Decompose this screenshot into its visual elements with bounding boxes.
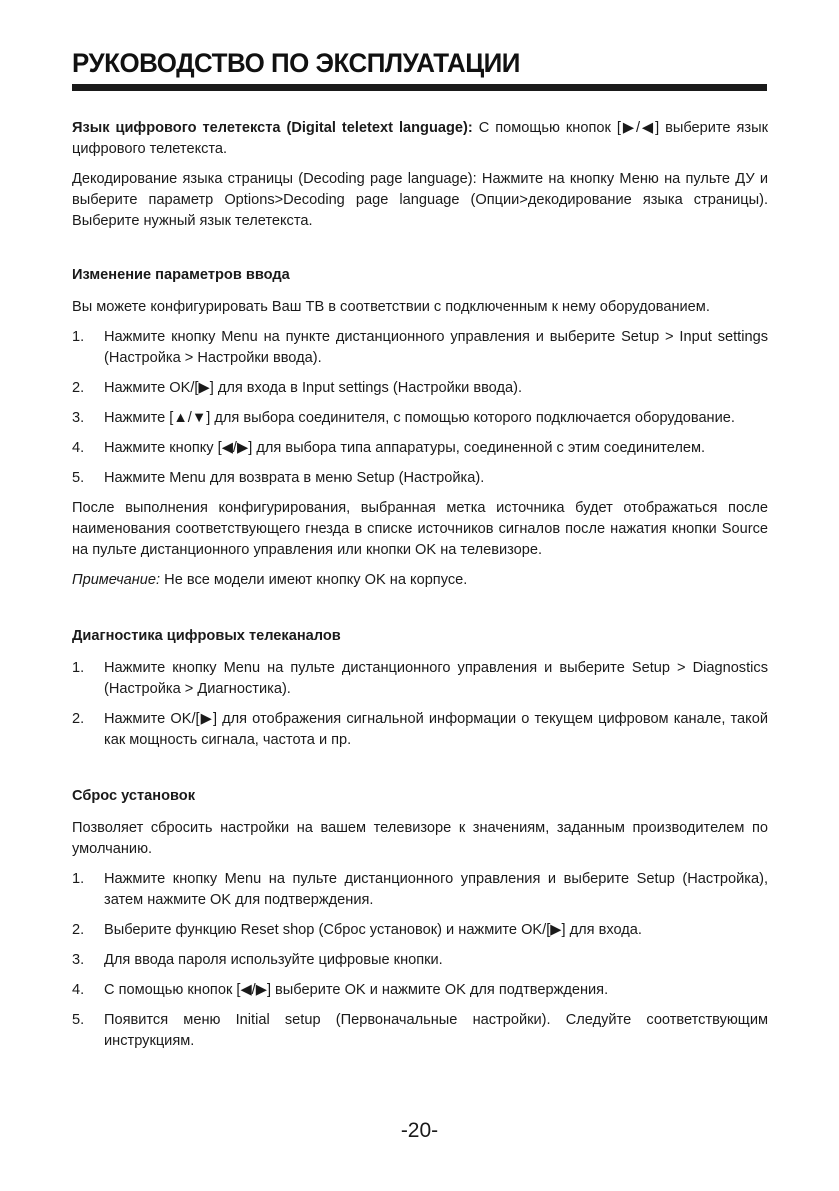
- input-settings-after: После выполнения конфигурирования, выбранная метка источника будет отображаться после наименования соответствующего гнезда в списке источников сигналов после нажатия кнопки Source на пульте дистанционного управления или кнопки OK на телевизоре.: [72, 500, 768, 558]
- reset-steps: [72, 869, 768, 1052]
- step-number: 3.: [72, 410, 85, 426]
- step-number: 5.: [72, 470, 85, 486]
- title-rule: [72, 84, 767, 91]
- reset-intro: Позволяет сбросить настройки на вашем телевизоре к значениям, заданным производителем по умолчанию.: [72, 820, 768, 857]
- step-text: Появится меню Initial setup (Первоначальные настройки). Следуйте соответствующим инструкциям.: [104, 1012, 768, 1049]
- section-heading-reset: Сброс установок: [72, 788, 196, 804]
- section-heading-diagnostics: Диагностика цифровых телеканалов: [72, 628, 341, 644]
- step-number: 1.: [72, 871, 85, 887]
- step-text: Выберите функцию Reset shop (Сброс установок) и нажмите OK/[▶] для входа.: [104, 922, 642, 938]
- step-text: С помощью кнопок [◀/▶] выберите OK и нажмите OK для подтверждения.: [104, 982, 609, 998]
- teletext-text: С помощью кнопок [▶/◀] выберите язык цифрового телетекста.: [72, 120, 768, 157]
- decoding-paragraph: Декодирование языка страницы (Decoding page language): Нажмите на кнопку Меню на пульте ДУ и выберите параметр Options>Decoding page language (Опции>декодирование языка страницы). Выберите нужный язык телетекста.: [72, 171, 768, 229]
- list-item: [72, 468, 768, 489]
- step-number: 2.: [72, 922, 85, 938]
- note-text: Не все модели имеют кнопку OK на корпусе.: [160, 572, 468, 588]
- note-label: Примечание:: [72, 572, 161, 588]
- step-text: Нажмите кнопку Menu на пульте дистанционного управления и выберите Setup > Diagnostics (Настройка > Диагностика).: [104, 660, 768, 697]
- list-item: [72, 438, 768, 459]
- step-text: Нажмите кнопку Menu на пульте дистанционного управления и выберите Setup (Настройка), затем нажмите OK для подтверждения.: [104, 871, 768, 908]
- step-number: 2.: [72, 380, 85, 396]
- input-settings-steps: [72, 327, 768, 489]
- section-heading-input-settings: Изменение параметров ввода: [72, 267, 290, 283]
- list-item: [72, 1010, 768, 1052]
- teletext-paragraph: [72, 118, 768, 160]
- list-item: [72, 980, 768, 1001]
- teletext-term: Язык цифрового телетекста (Digital teletext language):: [72, 120, 473, 136]
- step-number: 1.: [72, 329, 85, 345]
- step-text: Нажмите кнопку Menu на пункте дистанционного управления и выберите Setup > Input settings (Настройка > Настройки ввода).: [104, 329, 768, 366]
- list-item: [72, 408, 768, 429]
- page-number: -20-: [400, 1119, 439, 1142]
- note-paragraph: [72, 570, 768, 591]
- list-item: [72, 950, 768, 971]
- step-number: 4.: [72, 982, 85, 998]
- input-settings-intro: Вы можете конфигурировать Ваш ТВ в соответствии с подключенным к нему оборудованием.: [72, 299, 710, 315]
- step-text: Нажмите кнопку [◀/▶] для выбора типа аппаратуры, соединенной с этим соединителем.: [104, 440, 706, 456]
- step-text: Нажмите [▲/▼] для выбора соединителя, с помощью которого подключается оборудование.: [104, 410, 735, 426]
- step-number: 4.: [72, 440, 85, 456]
- list-item: [72, 869, 768, 911]
- step-number: 3.: [72, 952, 85, 968]
- step-text: Нажмите OK/[▶] для отображения сигнальной информации о текущем цифровом канале, такой как мощность сигнала, частота и пр.: [104, 711, 768, 748]
- diagnostics-steps: [72, 658, 768, 751]
- document-body: [72, 118, 768, 1061]
- list-item: [72, 920, 768, 941]
- list-item: [72, 327, 768, 369]
- step-text: Нажмите Menu для возврата в меню Setup (Настройка).: [104, 470, 485, 486]
- step-number: 1.: [72, 660, 85, 676]
- page-title: РУКОВОДСТВО ПО ЭКСПЛУАТАЦИИ: [72, 48, 520, 78]
- step-number: 2.: [72, 711, 85, 727]
- step-text: Нажмите OK/[▶] для входа в Input settings (Настройки ввода).: [104, 380, 523, 396]
- list-item: [72, 658, 768, 700]
- step-text: Для ввода пароля используйте цифровые кнопки.: [104, 952, 443, 968]
- list-item: [72, 378, 768, 399]
- step-number: 5.: [72, 1012, 85, 1028]
- list-item: [72, 709, 768, 751]
